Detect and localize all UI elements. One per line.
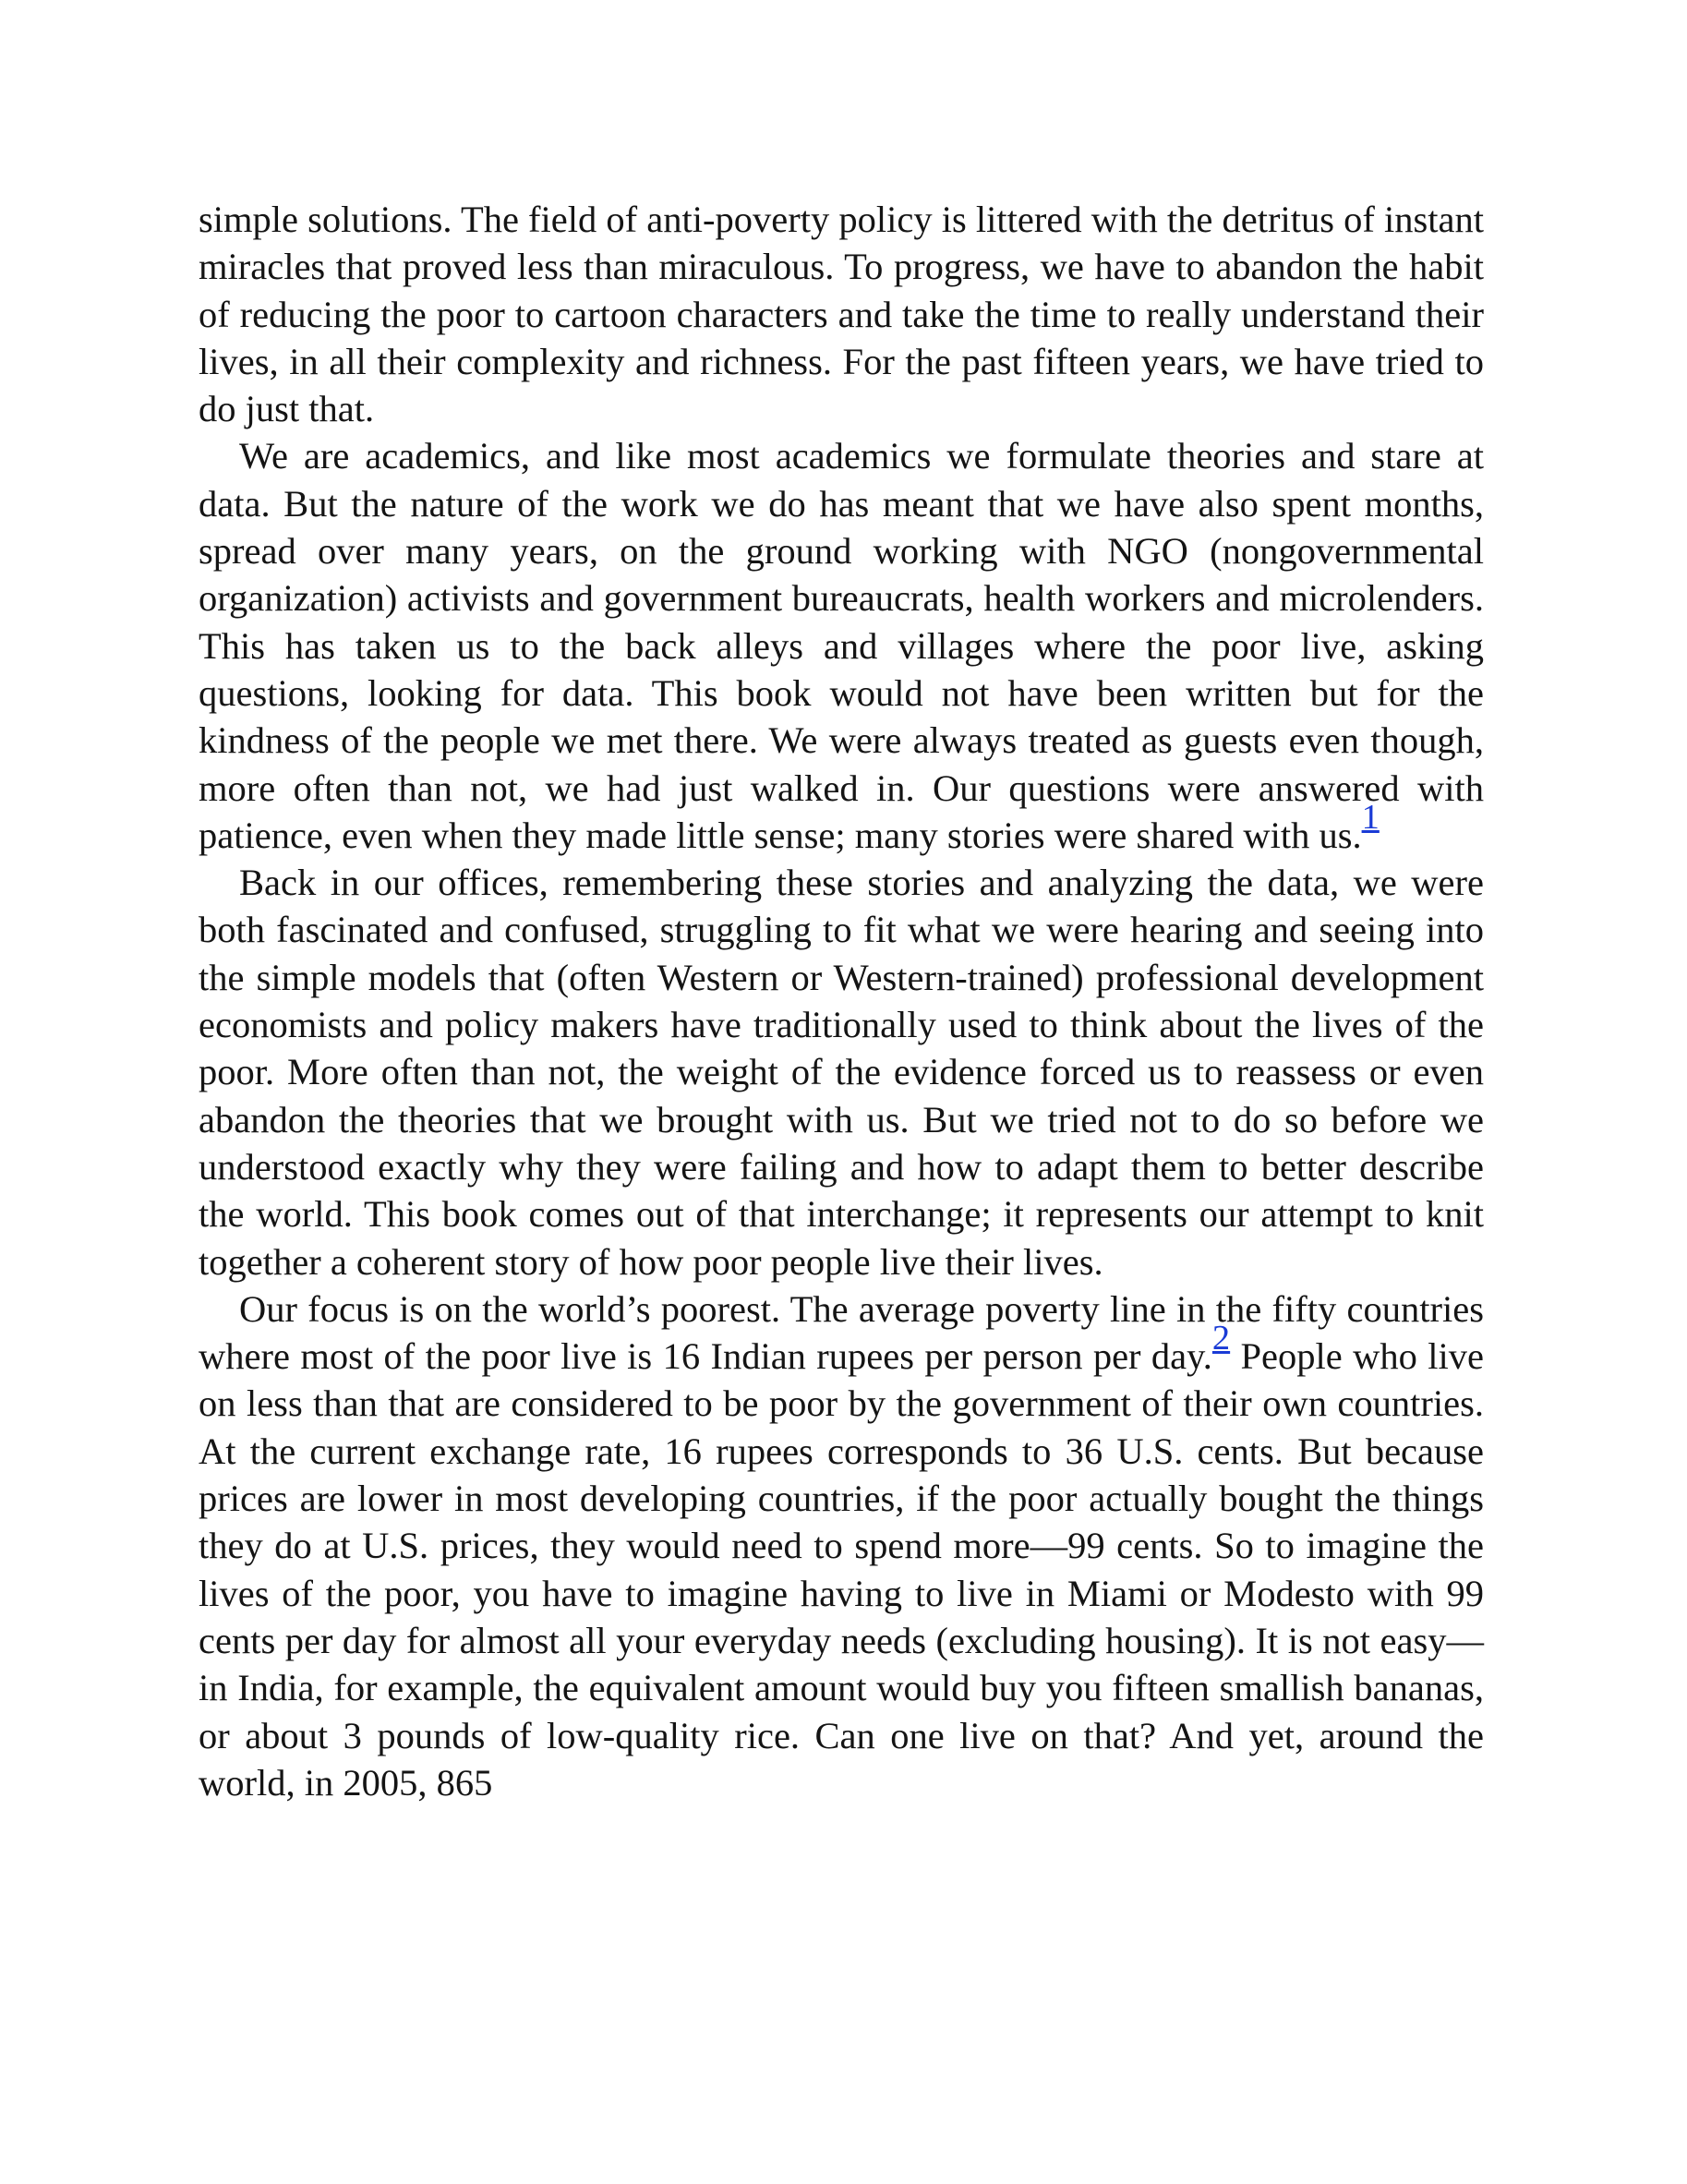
paragraph-2-text: We are academics, and like most academics we formulate theories and stare at data. But the nature of the work we do has meant that we have also spent months, spread over many years, on the ground working with NGO (nongovernmental organization) activists and government bureaucrats, health workers and microlenders. This has taken us to the back alleys and villages where the poor live, asking questions, looking for data. This book would not have been written but for the kindness of the people we met there. We were always treated as guests even though, more often than not, we had just walked in. Our questions were answered with patience, even when they made little sense; many stories were shared with us. <box>199 435 1484 856</box>
paragraph-2 <box>199 432 1484 859</box>
page-body <box>199 196 1484 1806</box>
footnote-link-1[interactable]: 1 <box>1361 797 1380 837</box>
paragraph-1: simple solutions. The field of anti-poverty policy is littered with the detritus of instant miracles that proved less than miraculous. To progress, we have to abandon the habit of reducing the poor to cartoon characters and take the time to really understand their lives, in all their complexity and richness. For the past fifteen years, we have tried to do just that. <box>199 199 1484 430</box>
paragraph-4-text-before: Our focus is on the world’s poorest. The average poverty line in the fifty countries where most of the poor live is 16 Indian rupees per person per day. <box>199 1287 1484 1378</box>
paragraph-4-text-after: People who live on less than that are considered to be poor by the government of their own countries. At the current exchange rate, 16 rupees corresponds to 36 U.S. cents. But because prices are lower in most developing countries, if the poor actually bought the things they do at U.S. prices, they would need to spend more—99 cents. So to imagine the lives of the poor, you have to imagine having to live in Miami or Modesto with 99 cents per day for almost all your everyday needs (excluding housing). It is not easy—in India, for example, the equivalent amount would buy you fifteen smallish bananas, or about 3 pounds of low-quality rice. Can one live on that? And yet, around the world, in 2005, 865 <box>199 1335 1484 1804</box>
paragraph-3: Back in our offices, remembering these stories and analyzing the data, we were both fascinated and confused, struggling to fit what we were hearing and seeing into the simple models that (often Western or Western-trained) professional development economists and policy makers have traditionally used to think about the lives of the poor. More often than not, the weight of the evidence forced us to reassess or even abandon the theories that we brought with us. But we tried not to do so before we understood exactly why they were failing and how to adapt them to better describe the world. This book comes out of that interchange; it represents our attempt to knit together a coherent story of how poor people live their lives. <box>199 862 1484 1283</box>
footnote-link-2[interactable]: 2 <box>1211 1318 1231 1357</box>
paragraph-4 <box>199 1285 1484 1806</box>
